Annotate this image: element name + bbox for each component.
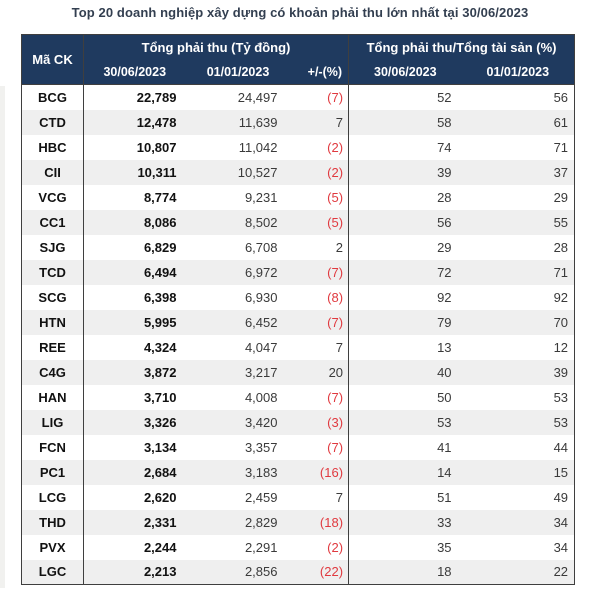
ticker-cell: C4G	[39, 364, 66, 380]
col-group-ratio: Tổng phải thu/Tổng tài sản (%)	[349, 35, 575, 60]
table-row	[22, 285, 575, 310]
ticker-cell: CTD	[39, 114, 66, 130]
receivables-prior-cell: 11,639	[238, 114, 278, 130]
header-sub-row	[22, 60, 575, 85]
receivables-prior-cell: 2,856	[244, 564, 278, 580]
receivables-current-cell: 22,789	[84, 85, 186, 110]
receivables-prior-cell: 3,217	[244, 364, 278, 380]
table-row	[22, 410, 575, 435]
ratio-current-cell: 72	[349, 260, 462, 285]
change-cell: 2	[335, 239, 344, 255]
receivables-prior-cell: 24,497	[237, 89, 278, 105]
ratio-current-cell: 56	[349, 210, 462, 235]
ratio-current-cell: 18	[349, 560, 462, 585]
ratio-prior-cell: 53	[553, 389, 569, 405]
ticker-cell: SCG	[38, 289, 67, 305]
ratio-prior-cell: 15	[553, 464, 569, 480]
ratio-current-cell: 40	[349, 360, 462, 385]
receivables-current-cell: 3,134	[84, 435, 186, 460]
table-row	[22, 110, 575, 135]
table-row	[22, 435, 575, 460]
table-row	[22, 310, 575, 335]
ratio-current-cell: 74	[349, 135, 462, 160]
ticker-cell: LGC	[38, 564, 67, 580]
ratio-prior-cell: 29	[553, 189, 569, 205]
table-row	[22, 210, 575, 235]
ticker-cell: CC1	[39, 214, 66, 230]
table-row	[22, 185, 575, 210]
ticker-cell: THD	[39, 514, 66, 530]
receivables-prior-cell: 3,183	[244, 464, 278, 480]
ratio-current-cell: 92	[349, 285, 462, 310]
receivables-prior-cell: 3,420	[244, 414, 278, 430]
header-group-row	[22, 35, 575, 60]
table-row	[22, 360, 575, 385]
receivables-current-cell: 2,331	[84, 510, 186, 535]
receivables-current-cell: 5,995	[84, 310, 186, 335]
ticker-cell: PVX	[39, 539, 66, 555]
ratio-current-cell: 41	[349, 435, 462, 460]
receivables-prior-cell: 10,527	[237, 164, 278, 180]
ticker-cell: SJG	[39, 239, 66, 255]
change-cell: (2)	[327, 164, 344, 180]
ratio-current-cell: 14	[349, 460, 462, 485]
receivables-current-cell: 2,213	[84, 560, 186, 585]
ticker-cell: REE	[39, 339, 66, 355]
table-header	[22, 35, 575, 85]
table-body	[22, 85, 575, 585]
ratio-prior-cell: 12	[553, 339, 569, 355]
ratio-prior-cell: 34	[553, 514, 569, 530]
receivables-current-cell: 10,807	[84, 135, 186, 160]
table-row	[22, 135, 575, 160]
col-group-receivables: Tổng phải thu (Tỷ đồng)	[84, 35, 349, 60]
receivables-current-cell: 12,478	[84, 110, 186, 135]
ticker-cell: PC1	[39, 464, 66, 480]
receivables-current-cell: 8,774	[84, 185, 186, 210]
ratio-current-cell: 29	[349, 235, 462, 260]
ratio-prior-cell: 71	[553, 264, 569, 280]
change-cell: (7)	[327, 314, 344, 330]
receivables-current-cell: 4,324	[84, 335, 186, 360]
receivables-current-cell: 3,710	[84, 385, 186, 410]
ratio-prior-cell: 44	[553, 439, 569, 455]
ticker-cell: FCN	[39, 439, 66, 455]
change-cell: (2)	[327, 139, 344, 155]
ratio-prior-cell: 56	[553, 89, 569, 105]
receivables-current-cell: 6,829	[84, 235, 186, 260]
ratio-current-cell: 79	[349, 310, 462, 335]
change-cell: (5)	[327, 189, 344, 205]
ratio-current-cell: 39	[349, 160, 462, 185]
receivables-current-cell: 2,684	[84, 460, 186, 485]
ratio-current-cell: 53	[349, 410, 462, 435]
receivables-current-cell: 3,872	[84, 360, 186, 385]
change-cell: 7	[335, 339, 344, 355]
receivables-prior-cell: 6,708	[244, 239, 278, 255]
receivables-prior-cell: 6,452	[244, 314, 278, 330]
receivables-prior-cell: 2,459	[244, 489, 278, 505]
receivables-table	[21, 34, 575, 585]
ratio-current-cell: 50	[349, 385, 462, 410]
receivables-prior-cell: 6,972	[244, 264, 278, 280]
page-title: Top 20 doanh nghiệp xây dựng có khoản phải thu lớn nhất tại 30/06/2023	[71, 5, 529, 20]
ratio-current-cell: 51	[349, 485, 462, 510]
receivables-prior-cell: 2,291	[244, 539, 278, 555]
ratio-prior-cell: 28	[553, 239, 569, 255]
ratio-prior-cell: 71	[553, 139, 569, 155]
ratio-current-cell: 58	[349, 110, 462, 135]
ratio-prior-cell: 34	[553, 539, 569, 555]
table-row	[22, 535, 575, 560]
table-row	[22, 460, 575, 485]
receivables-current-cell: 2,244	[84, 535, 186, 560]
col-header-receivables-prior: 01/01/2023	[186, 60, 291, 85]
table-row	[22, 560, 575, 585]
ticker-cell: VCG	[38, 189, 67, 205]
receivables-prior-cell: 11,042	[238, 139, 278, 155]
ticker-cell: BCG	[38, 89, 67, 105]
ratio-prior-cell: 61	[553, 114, 569, 130]
change-cell: (2)	[327, 539, 344, 555]
ratio-prior-cell: 22	[553, 564, 569, 580]
change-cell: (18)	[319, 514, 344, 530]
col-header-ratio-prior: 01/01/2023	[462, 60, 575, 85]
change-cell: (22)	[319, 564, 344, 580]
col-header-change: +/-(%)	[291, 60, 349, 85]
ticker-cell: LIG	[41, 414, 64, 430]
ratio-prior-cell: 92	[553, 289, 569, 305]
ratio-prior-cell: 39	[553, 364, 569, 380]
table-row	[22, 485, 575, 510]
ratio-current-cell: 33	[349, 510, 462, 535]
col-header-receivables-current: 30/06/2023	[84, 60, 186, 85]
change-cell: 7	[335, 489, 344, 505]
ticker-cell: TCD	[39, 264, 66, 280]
table-row	[22, 510, 575, 535]
table-row	[22, 260, 575, 285]
ticker-cell: CII	[44, 164, 61, 180]
ticker-cell: HAN	[38, 389, 67, 405]
change-cell: (8)	[327, 289, 344, 305]
receivables-current-cell: 6,494	[84, 260, 186, 285]
change-cell: (5)	[327, 214, 344, 230]
ratio-current-cell: 13	[349, 335, 462, 360]
ticker-cell: HBC	[38, 139, 67, 155]
ticker-cell: LCG	[38, 489, 67, 505]
table-row	[22, 385, 575, 410]
ratio-prior-cell: 49	[553, 489, 569, 505]
table-row	[22, 235, 575, 260]
change-cell: 20	[328, 364, 344, 380]
change-cell: 7	[335, 114, 344, 130]
receivables-prior-cell: 4,047	[244, 339, 278, 355]
table-row	[22, 160, 575, 185]
ratio-prior-cell: 70	[553, 314, 569, 330]
change-cell: (3)	[327, 414, 344, 430]
receivables-prior-cell: 3,357	[244, 439, 278, 455]
col-header-ticker: Mã CK	[22, 35, 84, 85]
change-cell: (7)	[327, 439, 344, 455]
receivables-current-cell: 2,620	[84, 485, 186, 510]
ticker-cell: HTN	[39, 314, 66, 330]
ratio-current-cell: 52	[349, 85, 462, 110]
receivables-current-cell: 6,398	[84, 285, 186, 310]
ratio-current-cell: 35	[349, 535, 462, 560]
ratio-prior-cell: 37	[553, 164, 569, 180]
ratio-prior-cell: 55	[553, 214, 569, 230]
col-header-ratio-current: 30/06/2023	[349, 60, 462, 85]
receivables-prior-cell: 6,930	[244, 289, 278, 305]
ratio-prior-cell: 53	[553, 414, 569, 430]
ratio-current-cell: 28	[349, 185, 462, 210]
receivables-prior-cell: 9,231	[244, 189, 278, 205]
table-row	[22, 335, 575, 360]
page-edge-strip	[0, 86, 5, 588]
receivables-prior-cell: 8,502	[244, 214, 278, 230]
change-cell: (7)	[327, 89, 344, 105]
receivables-current-cell: 8,086	[84, 210, 186, 235]
change-cell: (16)	[319, 464, 344, 480]
table-row	[22, 85, 575, 110]
receivables-prior-cell: 4,008	[244, 389, 278, 405]
change-cell: (7)	[327, 389, 344, 405]
receivables-current-cell: 3,326	[84, 410, 186, 435]
change-cell: (7)	[327, 264, 344, 280]
receivables-prior-cell: 2,829	[244, 514, 278, 530]
receivables-current-cell: 10,311	[84, 160, 186, 185]
